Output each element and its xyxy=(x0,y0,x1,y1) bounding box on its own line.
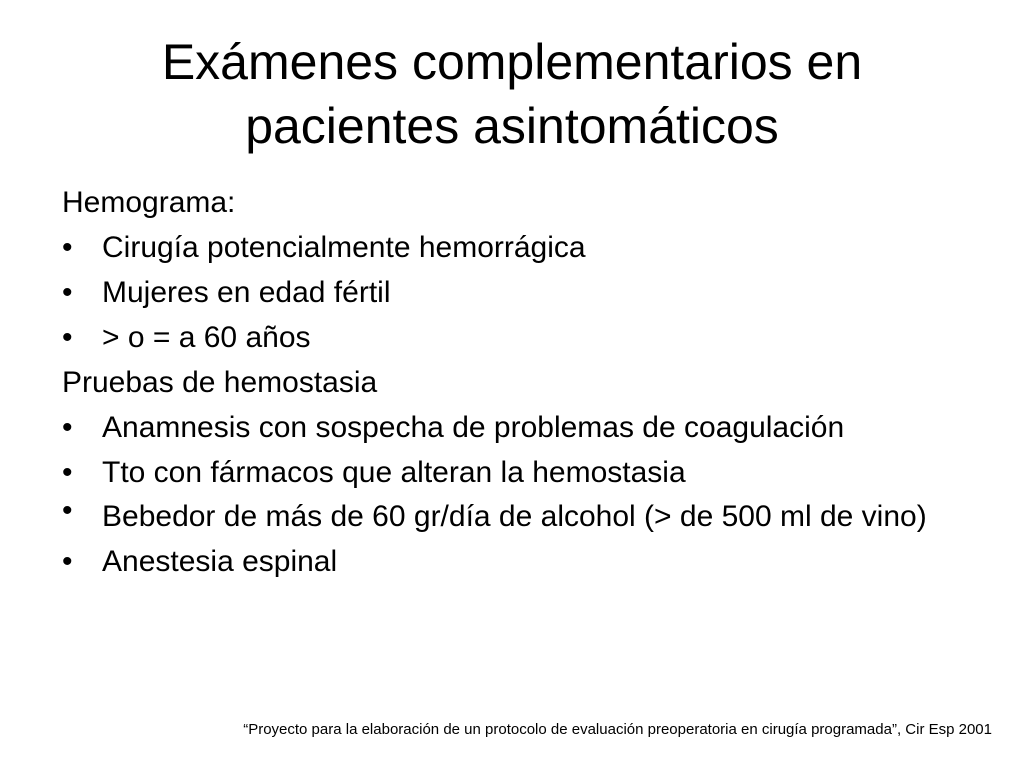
list-item xyxy=(62,495,982,539)
bullet-icon: • xyxy=(62,411,73,444)
slide-body xyxy=(62,180,982,584)
list-item xyxy=(62,315,982,360)
list-item-text: > o = a 60 años xyxy=(102,321,311,354)
slide-title-line-1: Exámenes complementarios en xyxy=(161,34,863,90)
list-item xyxy=(62,225,982,270)
bullet-icon: • xyxy=(62,456,73,489)
list-item xyxy=(62,539,982,584)
bullet-icon: • xyxy=(62,276,73,309)
slide-title-line-2: pacientes asintomáticos xyxy=(245,98,779,154)
bullet-icon: • xyxy=(62,231,73,264)
list-item-text: Bebedor de más de 60 gr/día de alcohol (> de 500 ml de vino) xyxy=(102,500,927,533)
list-item xyxy=(62,270,982,315)
list-item-text: Anestesia espinal xyxy=(102,545,338,578)
section-heading-hemostasia: Pruebas de hemostasia xyxy=(62,366,378,399)
list-item xyxy=(62,450,982,495)
bullet-icon: • xyxy=(62,545,73,578)
list-item-text: Tto con fármacos que alteran la hemostasia xyxy=(102,456,686,489)
bullet-icon: • xyxy=(62,321,73,354)
list-item-text: Anamnesis con sospecha de problemas de coagulación xyxy=(102,411,845,444)
list-item xyxy=(62,405,982,450)
list-item-text: Mujeres en edad fértil xyxy=(102,276,391,309)
bullet-icon: • xyxy=(62,494,73,527)
source-citation: “Proyecto para la elaboración de un protocolo de evaluación preoperatoria en cirugía programada”, Cir Esp 2001 xyxy=(243,721,992,738)
list-item-text: Cirugía potencialmente hemorrágica xyxy=(102,231,586,264)
section-heading-hemograma: Hemograma: xyxy=(62,186,236,219)
slide-title xyxy=(40,30,984,158)
